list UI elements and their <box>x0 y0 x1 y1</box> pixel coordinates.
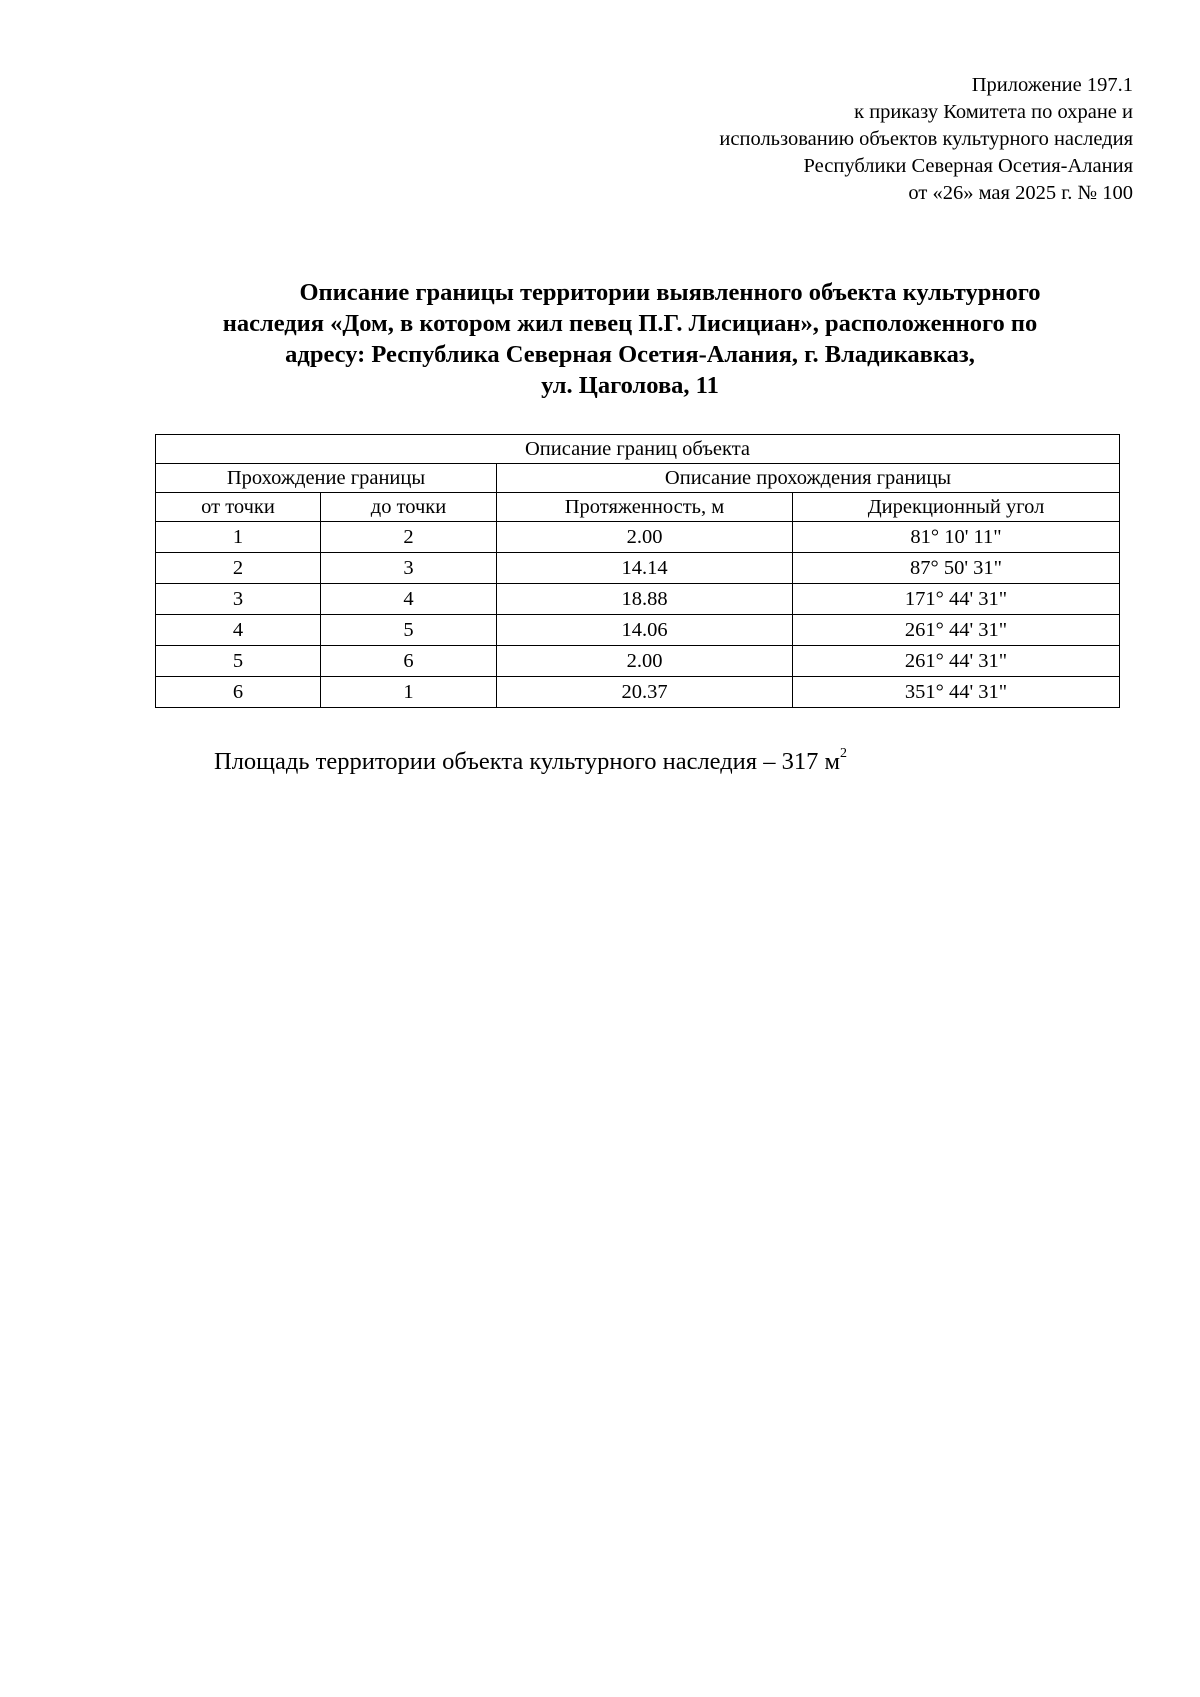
area-statement <box>214 746 847 778</box>
title-line-4: ул. Цаголова, 11 <box>541 372 719 399</box>
title-line-1: Описание границы территории выявленного объекта культурного <box>299 279 1041 306</box>
cell-bearing: 261° 44' 31" <box>793 646 1120 677</box>
title-line-3: адресу: Республика Северная Осетия-Алания, г. Владикавказ, <box>285 341 975 368</box>
cell-bearing: 261° 44' 31" <box>793 615 1120 646</box>
order-date-number: от «26» мая 2025 г. № 100 <box>908 182 1133 204</box>
cell-bearing: 171° 44' 31" <box>793 584 1120 615</box>
order-reference-line-1: к приказу Комитета по охране и <box>854 101 1133 123</box>
column-header-to-point: до точки <box>321 493 497 522</box>
cell-to-point: 2 <box>321 522 497 553</box>
cell-bearing: 351° 44' 31" <box>793 677 1120 708</box>
column-header-from-point: от точки <box>156 493 321 522</box>
cell-bearing: 87° 50' 31" <box>793 553 1120 584</box>
cell-to-point: 1 <box>321 677 497 708</box>
table-row <box>156 615 1120 646</box>
area-unit-exponent: 2 <box>839 746 847 761</box>
cell-from-point: 1 <box>156 522 321 553</box>
cell-length: 18.88 <box>497 584 793 615</box>
table-caption-row <box>156 435 1120 464</box>
boundary-table <box>155 434 1120 708</box>
cell-length: 14.14 <box>497 553 793 584</box>
table-row <box>156 646 1120 677</box>
appendix-number: Приложение 197.1 <box>971 74 1133 96</box>
cell-from-point: 2 <box>156 553 321 584</box>
cell-from-point: 5 <box>156 646 321 677</box>
cell-length: 2.00 <box>497 646 793 677</box>
cell-from-point: 3 <box>156 584 321 615</box>
cell-to-point: 4 <box>321 584 497 615</box>
table-row <box>156 677 1120 708</box>
document-title <box>150 277 1110 401</box>
table-column-header-row <box>156 493 1120 522</box>
table-caption: Описание границ объекта <box>156 435 1120 464</box>
area-text: Площадь территории объекта культурного наследия – 317 м <box>214 748 840 775</box>
cell-to-point: 5 <box>321 615 497 646</box>
title-line-2: наследия «Дом, в котором жил певец П.Г. Лисициан», расположенного по <box>222 310 1038 337</box>
cell-from-point: 4 <box>156 615 321 646</box>
column-header-length: Протяженность, м <box>497 493 793 522</box>
table-row <box>156 584 1120 615</box>
table-group-header-row <box>156 464 1120 493</box>
cell-to-point: 3 <box>321 553 497 584</box>
table-row <box>156 522 1120 553</box>
cell-length: 2.00 <box>497 522 793 553</box>
order-reference-line-3: Республики Северная Осетия-Алания <box>803 155 1133 177</box>
group-header-boundary-description: Описание прохождения границы <box>497 464 1120 493</box>
order-reference-line-2: использованию объектов культурного наследия <box>719 128 1133 150</box>
appendix-header <box>719 72 1133 207</box>
cell-bearing: 81° 10' 11" <box>793 522 1120 553</box>
group-header-boundary-passage: Прохождение границы <box>156 464 497 493</box>
cell-from-point: 6 <box>156 677 321 708</box>
cell-length: 14.06 <box>497 615 793 646</box>
table-row <box>156 553 1120 584</box>
cell-length: 20.37 <box>497 677 793 708</box>
column-header-bearing: Дирекционный угол <box>793 493 1120 522</box>
cell-to-point: 6 <box>321 646 497 677</box>
